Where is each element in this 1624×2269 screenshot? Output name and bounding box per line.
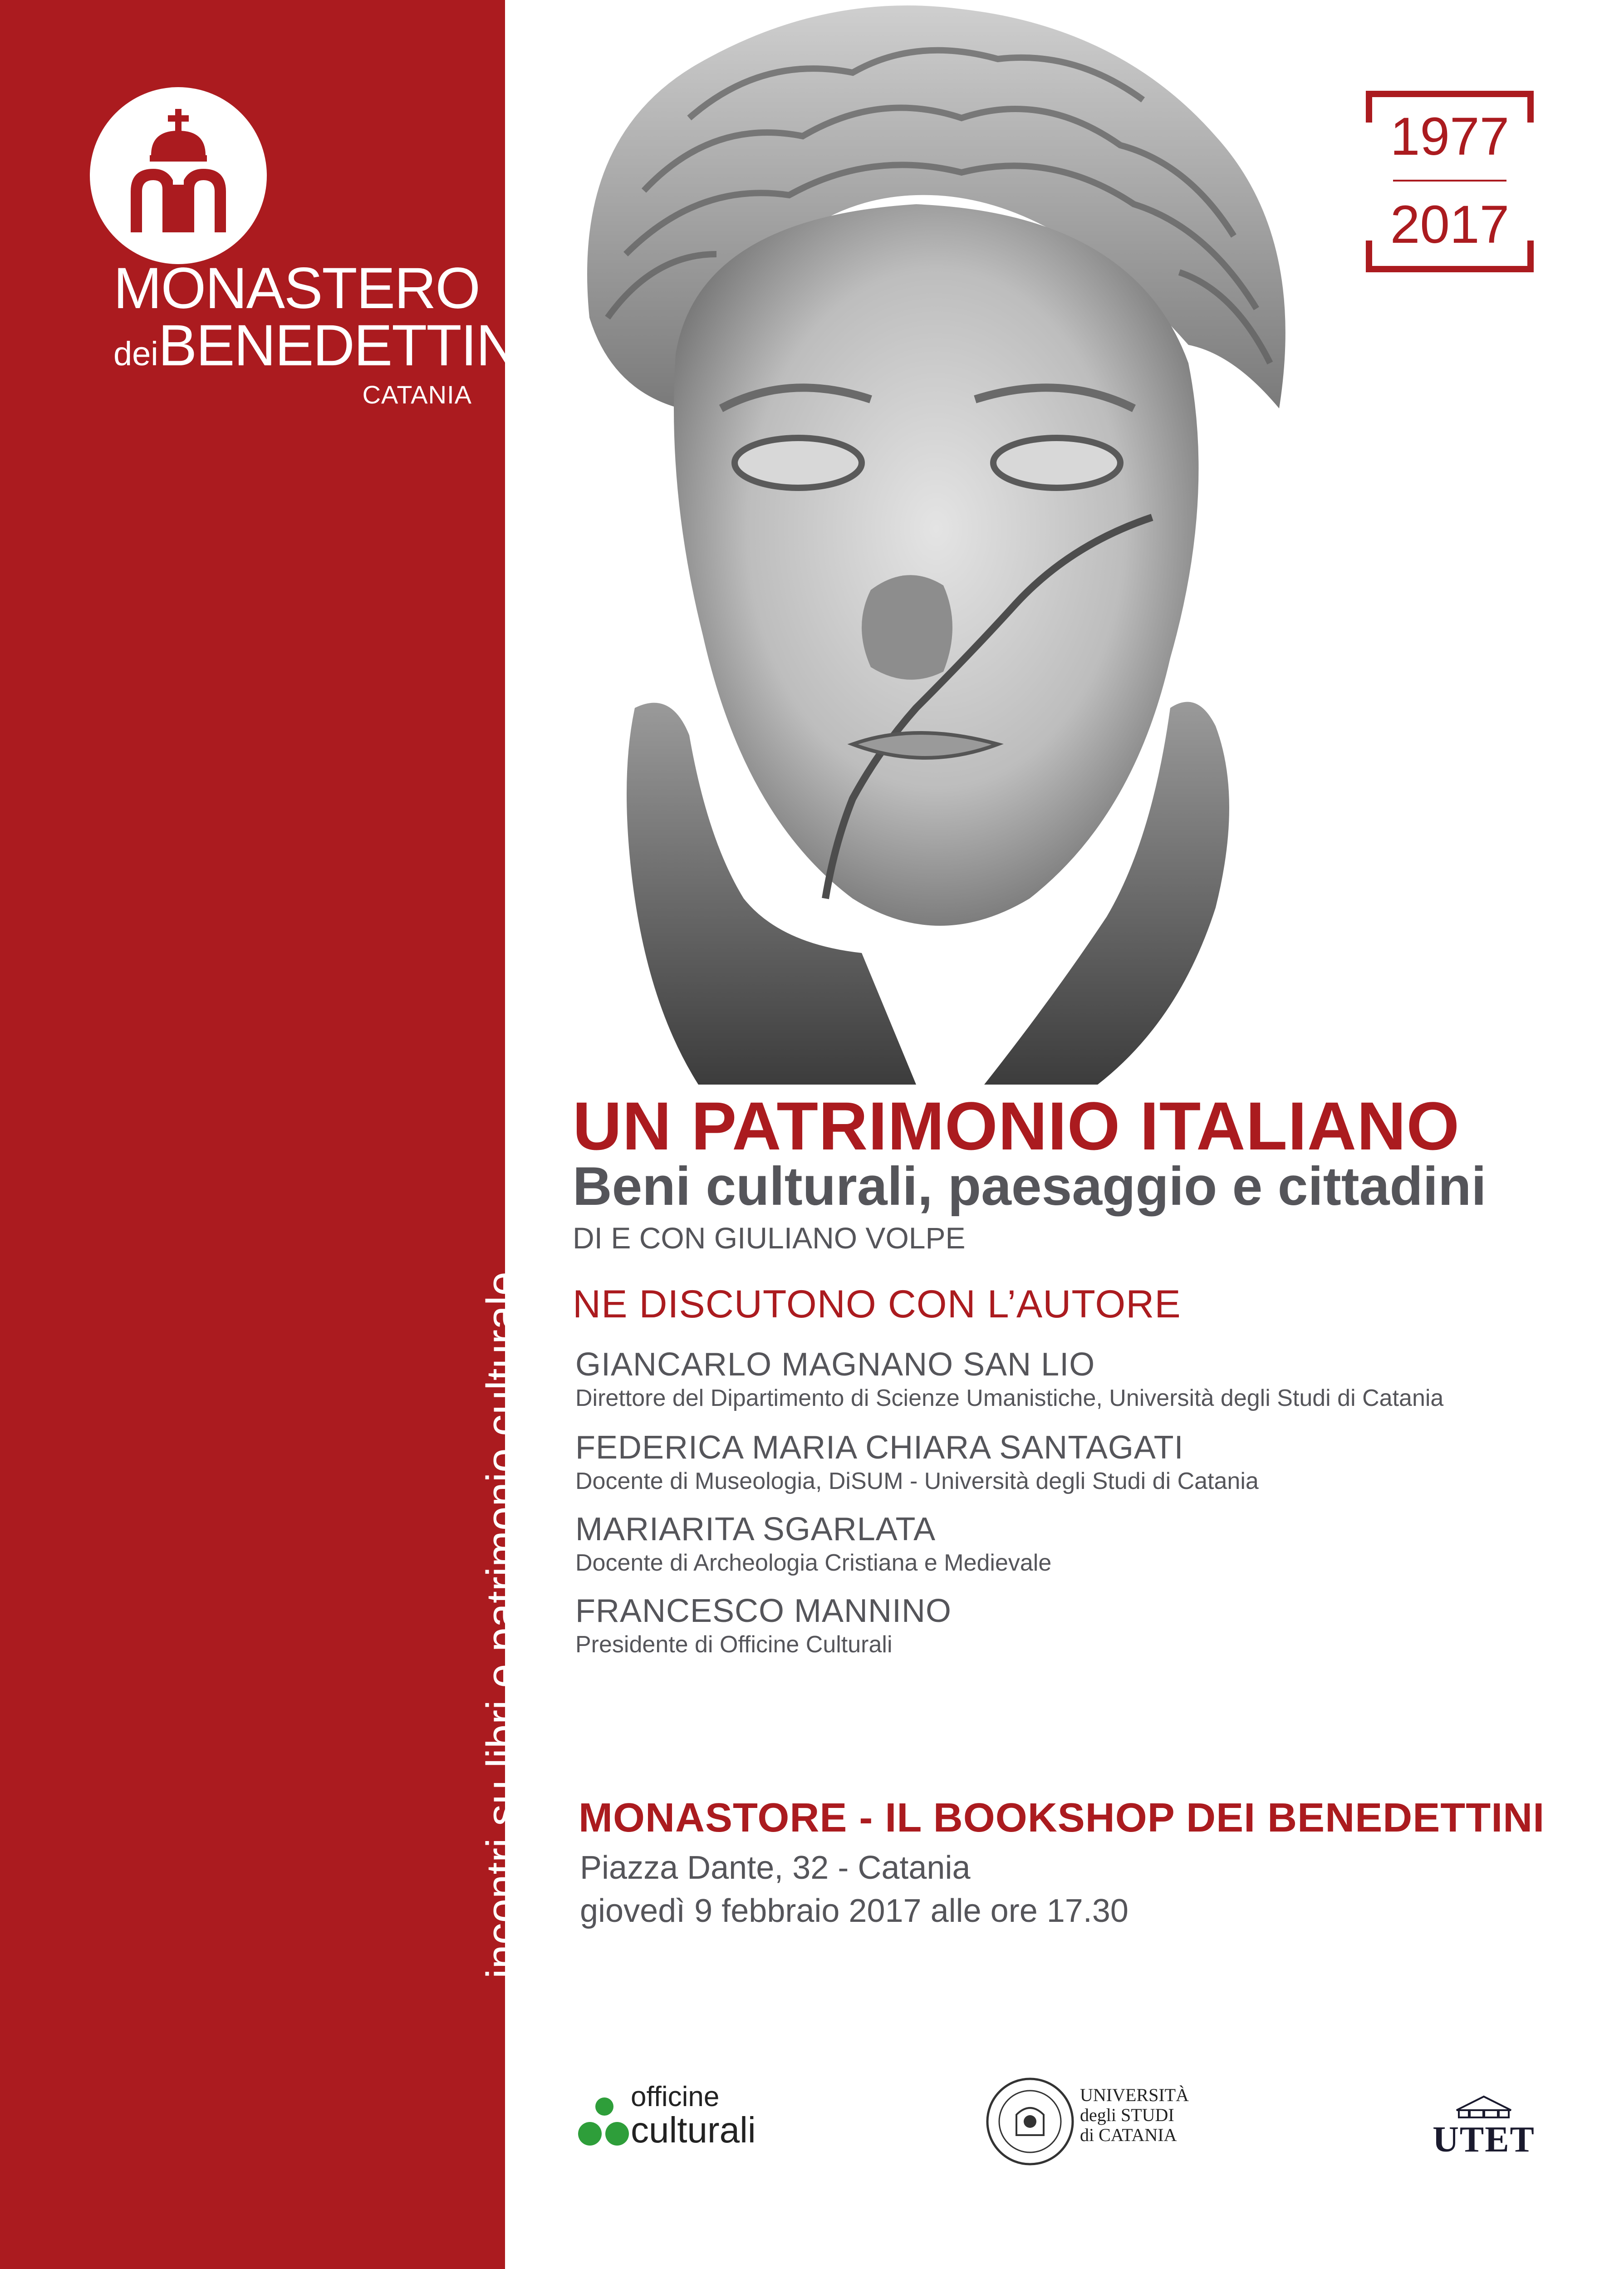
anniversary-end-year: 2017	[1390, 195, 1510, 255]
monastero-logo-mark	[90, 87, 267, 264]
speaker-role: Docente di Archeologia Cristiana e Medievale	[575, 1550, 1052, 1576]
anniversary-badge	[1366, 91, 1534, 272]
monastero-logo-text	[113, 256, 533, 409]
speaker-entry	[575, 1429, 1259, 1496]
event-address: Piazza Dante, 32 - Catania	[580, 1850, 971, 1886]
officine-dots-icon	[576, 2092, 631, 2160]
unict-line2: degli STUDI	[1080, 2105, 1174, 2125]
unict-logo	[985, 2076, 1193, 2176]
series-title: LE PAGINE E LA FABBRICA	[523, 1125, 594, 1979]
officine-culturali-text	[631, 2083, 756, 2149]
anniversary-start-year: 1977	[1390, 107, 1510, 167]
discussion-heading: NE DISCUTONO CON L’AUTORE	[573, 1282, 1181, 1326]
logo-dei: dei	[113, 335, 158, 373]
badge-bracket-bottom	[1366, 241, 1534, 272]
logo-line-monastero: MONASTERO	[113, 256, 480, 321]
statue-head-illustration	[508, 0, 1348, 1085]
speaker-name: MARIARITA SGARLATA	[575, 1511, 936, 1547]
event-venue: MONASTORE - IL BOOKSHOP DEI BENEDETTINI	[579, 1795, 1545, 1841]
speaker-name: FEDERICA MARIA CHIARA SANTAGATI	[575, 1429, 1184, 1466]
utet-building-icon	[1425, 2092, 1543, 2119]
logo-line-benedettini	[113, 313, 533, 381]
speaker-entry	[575, 1510, 1051, 1577]
speaker-name: FRANCESCO MANNINO	[575, 1593, 952, 1629]
speaker-entry	[575, 1346, 1443, 1413]
monastero-emblem-icon	[90, 87, 267, 264]
utet-text: UTET	[1433, 2120, 1535, 2160]
unict-line1: UNIVERSITÀ	[1080, 2085, 1189, 2105]
series-subtitle: incontri su libri e patrimonio culturale	[478, 1271, 526, 1979]
logo-line-catania: CATANIA	[362, 380, 472, 409]
book-title: UN PATRIMONIO ITALIANO	[573, 1088, 1460, 1164]
statue-head-image	[508, 0, 1348, 1085]
speaker-name: GIANCARLO MAGNANO SAN LIO	[575, 1346, 1095, 1383]
logo-benedettini: BENEDETTINI	[158, 313, 533, 378]
speaker-role: Docente di Museologia, DiSUM - Università degli Studi di Catania	[575, 1468, 1259, 1494]
speaker-entry	[575, 1592, 952, 1659]
speaker-role: Presidente di Officine Culturali	[575, 1631, 893, 1658]
speaker-role: Direttore del Dipartimento di Scienze Umanistiche, Università degli Studi di Catania	[575, 1385, 1444, 1411]
unict-text	[1080, 2085, 1189, 2145]
book-author: DI E CON GIULIANO VOLPE	[573, 1221, 966, 1255]
event-datetime: giovedì 9 febbraio 2017 alle ore 17.30	[580, 1893, 1128, 1929]
book-subtitle: Beni culturali, paesaggio e cittadini	[573, 1156, 1487, 1217]
officine-culturali-logo	[576, 2083, 812, 2165]
utet-logo	[1425, 2092, 1543, 2160]
unict-line3: di CATANIA	[1080, 2125, 1177, 2145]
officine-line1: officine	[631, 2081, 720, 2112]
badge-separator	[1393, 180, 1506, 182]
officine-line2: culturali	[631, 2110, 756, 2150]
university-seal-icon	[985, 2076, 1075, 2167]
